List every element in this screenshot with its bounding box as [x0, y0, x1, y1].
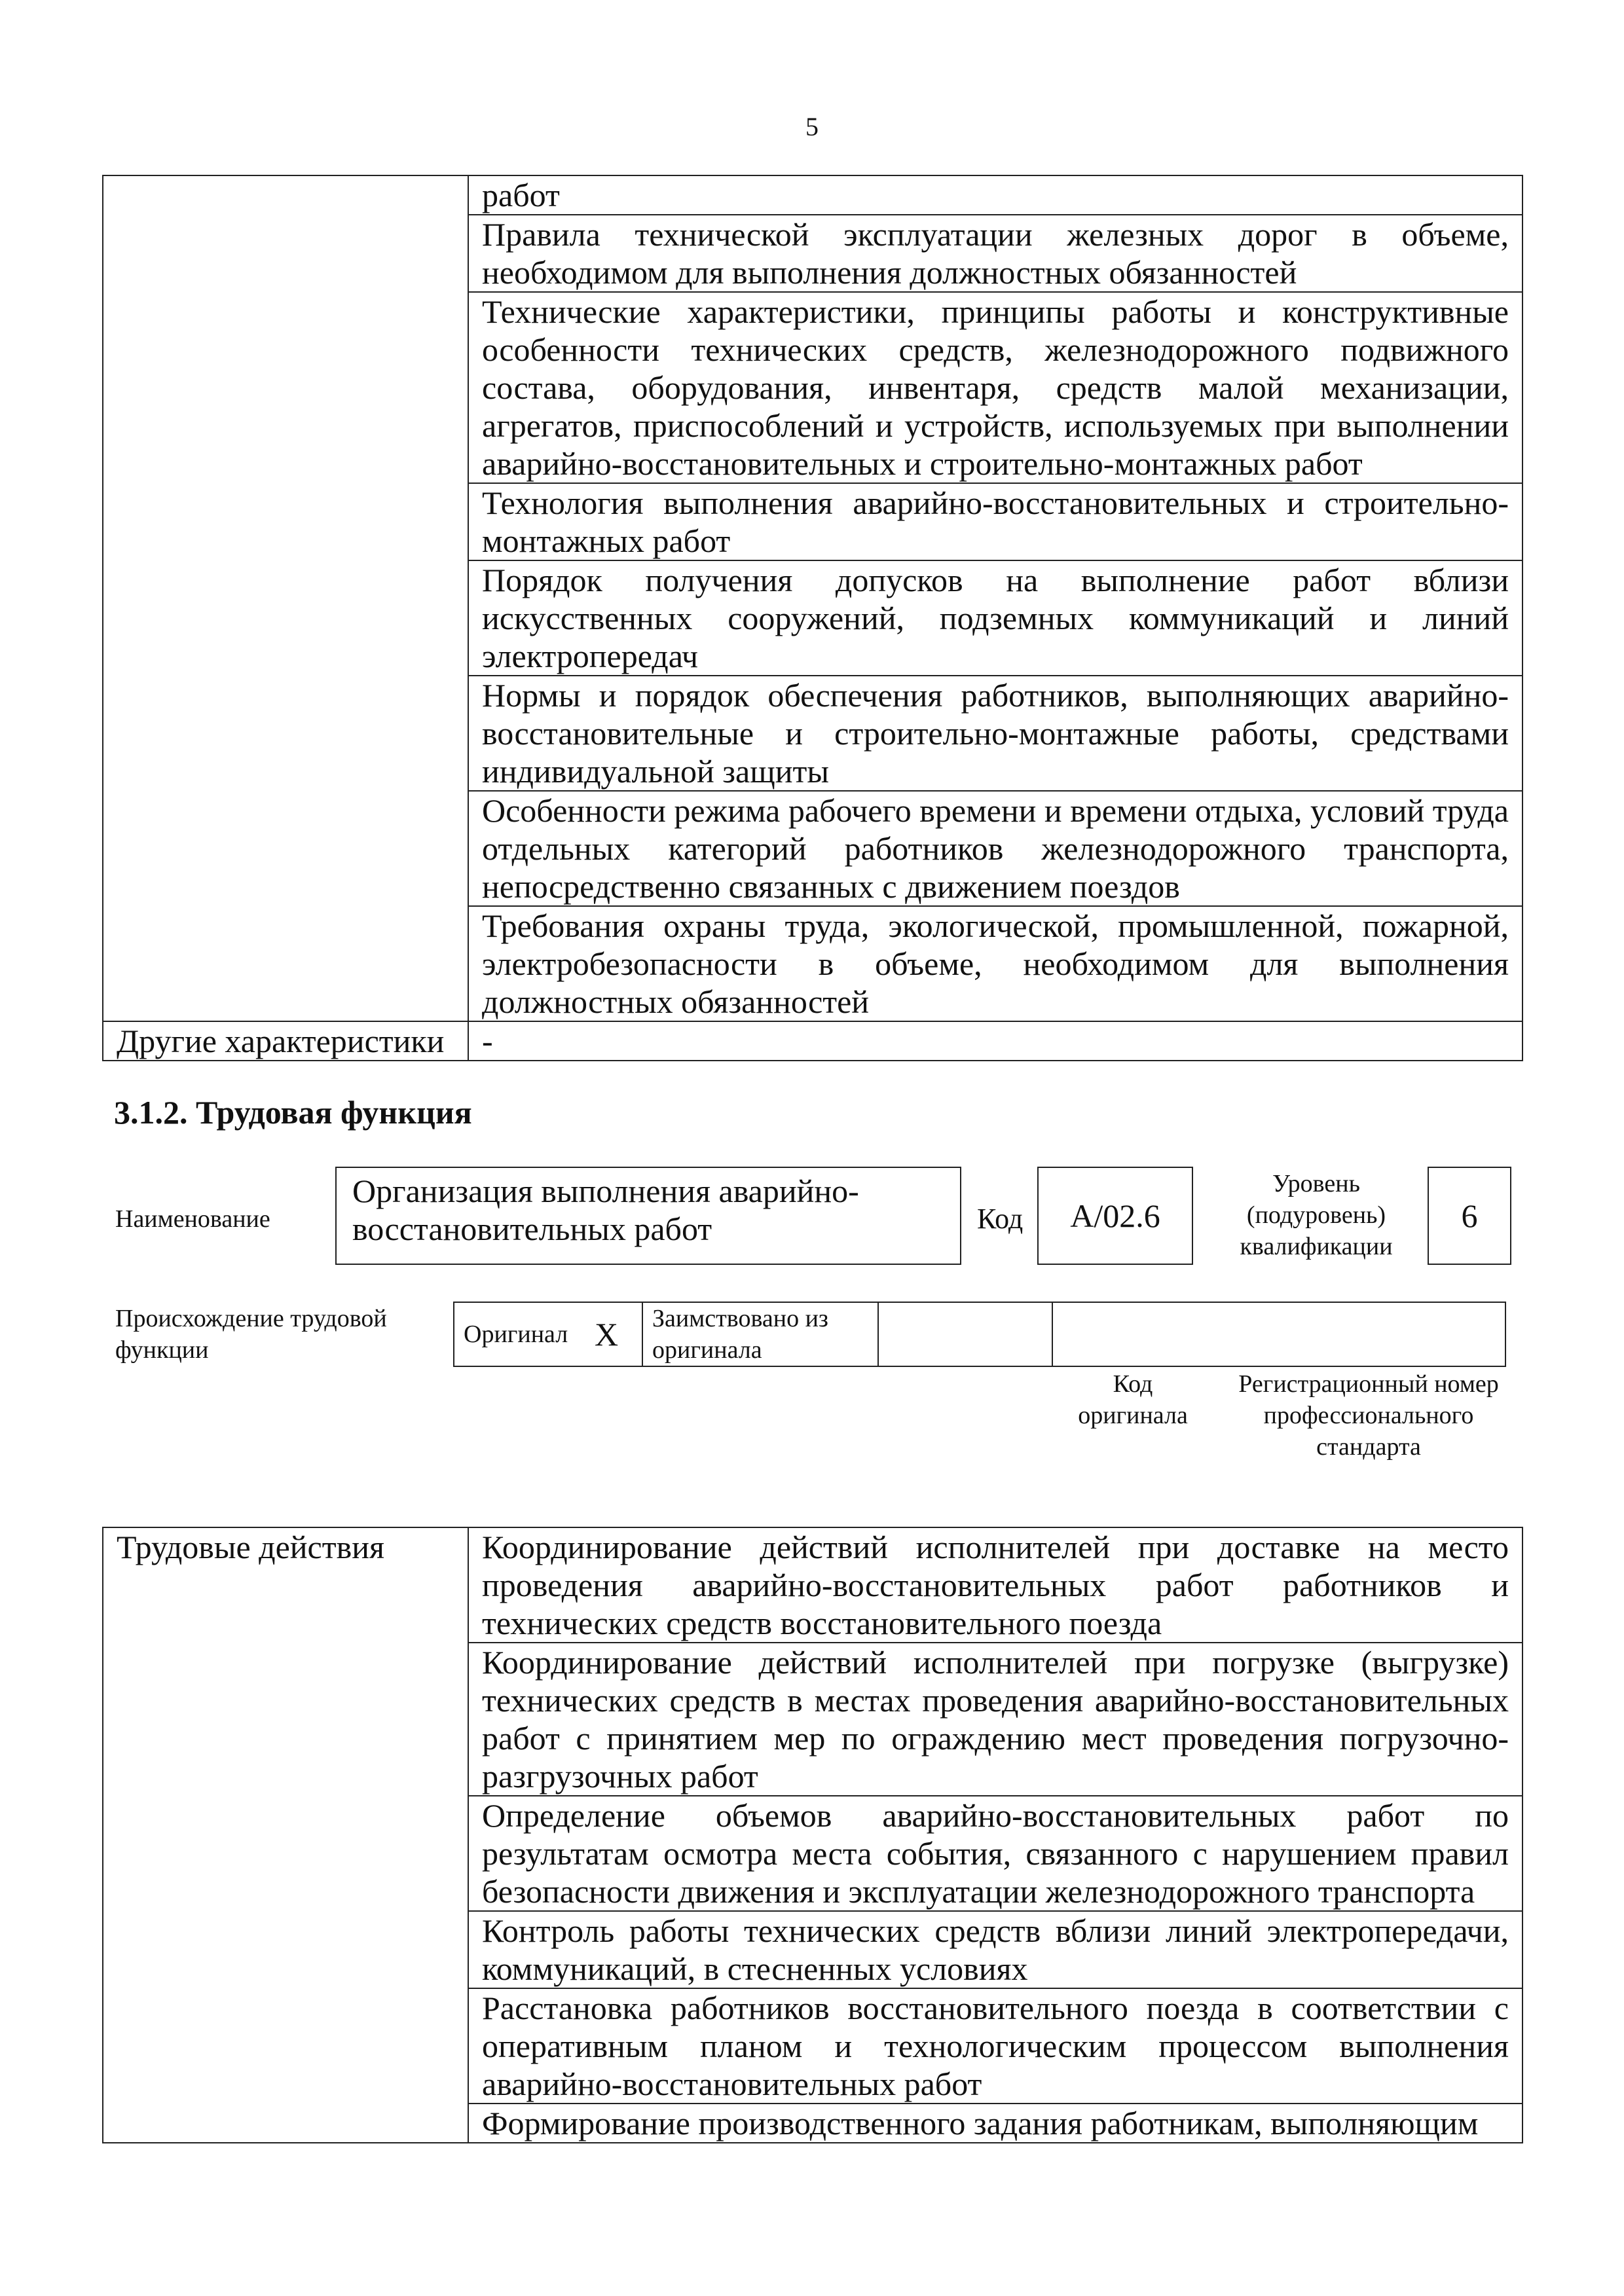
- knowledge-table: [102, 175, 1523, 1061]
- name-label: Наименование: [115, 1205, 270, 1233]
- knowledge-item: работ: [468, 175, 1522, 215]
- knowledge-item: Требования охраны труда, экологической, промышленной, пожарной, электробезопасности в объеме, необходимом для выполнения должностных обязанностей: [468, 906, 1522, 1021]
- labor-actions-table: [102, 1527, 1523, 2143]
- other-characteristics-label: Другие характеристики: [103, 1021, 468, 1061]
- knowledge-item: Технология выполнения аварийно-восстановительных и строительно-монтажных работ: [468, 483, 1522, 560]
- table-row: [103, 175, 1522, 215]
- origin-original-mark: X: [571, 1302, 642, 1366]
- origin-reg-number-cell: [1052, 1302, 1505, 1366]
- knowledge-item: Особенности режима рабочего времени и времени отдыха, условий труда отдельных категорий работников железнодорожного транспорта, непосредственно связанных с движением поездов: [468, 791, 1522, 906]
- labor-actions-label: Трудовые действия: [103, 1527, 468, 2143]
- caption-code-original: Код оригинала: [1078, 1370, 1188, 1429]
- level-value: 6: [1428, 1167, 1511, 1265]
- origin-label: Происхождение трудовой функции: [115, 1305, 387, 1364]
- labor-action-item: Координирование действий исполнителей при погрузке (выгрузке) технических средств в местах проведения аварийно-восстановительных работ с принятием мер по ограждению мест проведения погрузочно-разгрузочных работ: [468, 1643, 1522, 1796]
- origin-original-label: Оригинал: [454, 1302, 571, 1366]
- caption-reg-number: Регистрационный номер профессионального стандарта: [1238, 1370, 1499, 1461]
- other-characteristics-value: -: [468, 1021, 1522, 1061]
- table-row: [103, 1021, 1522, 1061]
- labor-action-item: Расстановка работников восстановительного поезда в соответствии с оперативным планом и технологическим процессом выполнения аварийно-восстановительных работ: [468, 1988, 1522, 2104]
- section-title: 3.1.2. Трудовая функция: [114, 1094, 472, 1131]
- table-row: [454, 1302, 1505, 1366]
- knowledge-item: Нормы и порядок обеспечения работников, выполняющих аварийно-восстановительные и строительно-монтажные работы, средствами индивидуальной защиты: [468, 676, 1522, 791]
- labor-action-item: Координирование действий исполнителей при доставке на место проведения аварийно-восстановительных работ работников и технических средств восстановительного поезда: [468, 1527, 1522, 1643]
- page-number: 5: [805, 112, 819, 141]
- knowledge-item: Правила технической эксплуатации железных дорог в объеме, необходимом для выполнения должностных обязанностей: [468, 215, 1522, 292]
- knowledge-item: Технические характеристики, принципы работы и конструктивные особенности технических средств, железнодорожного подвижного состава, оборудования, инвентаря, средств малой механизации, агрегатов, приспособлений и устройств, используемых при выполнении аварийно-восстановительных и строительно-монтажных работ: [468, 292, 1522, 483]
- level-label: Уровень (подуровень) квалификации: [1240, 1170, 1393, 1260]
- table-row: [103, 1527, 1522, 1643]
- labor-action-item: Контроль работы технических средств вблизи линий электропередачи, коммуникаций, в стесненных условиях: [468, 1911, 1522, 1988]
- origin-code-cell: [878, 1302, 1052, 1366]
- code-value: А/02.6: [1037, 1167, 1193, 1265]
- code-label: Код: [977, 1203, 1024, 1235]
- labor-action-item: Определение объемов аварийно-восстановительных работ по результатам осмотра места события, связанного с нарушением правил безопасности движения и эксплуатации железнодорожного транспорта: [468, 1796, 1522, 1911]
- origin-borrowed-label: Заимствовано из оригинала: [642, 1302, 878, 1366]
- function-name-value: Организация выполнения аварийно-восстановительных работ: [335, 1167, 961, 1265]
- labor-action-item: Формирование производственного задания работникам, выполняющим: [468, 2104, 1522, 2143]
- origin-table: [453, 1302, 1506, 1367]
- knowledge-label-cell: [103, 175, 468, 1021]
- knowledge-item: Порядок получения допусков на выполнение работ вблизи искусственных сооружений, подземных коммуникаций и линий электропередач: [468, 560, 1522, 676]
